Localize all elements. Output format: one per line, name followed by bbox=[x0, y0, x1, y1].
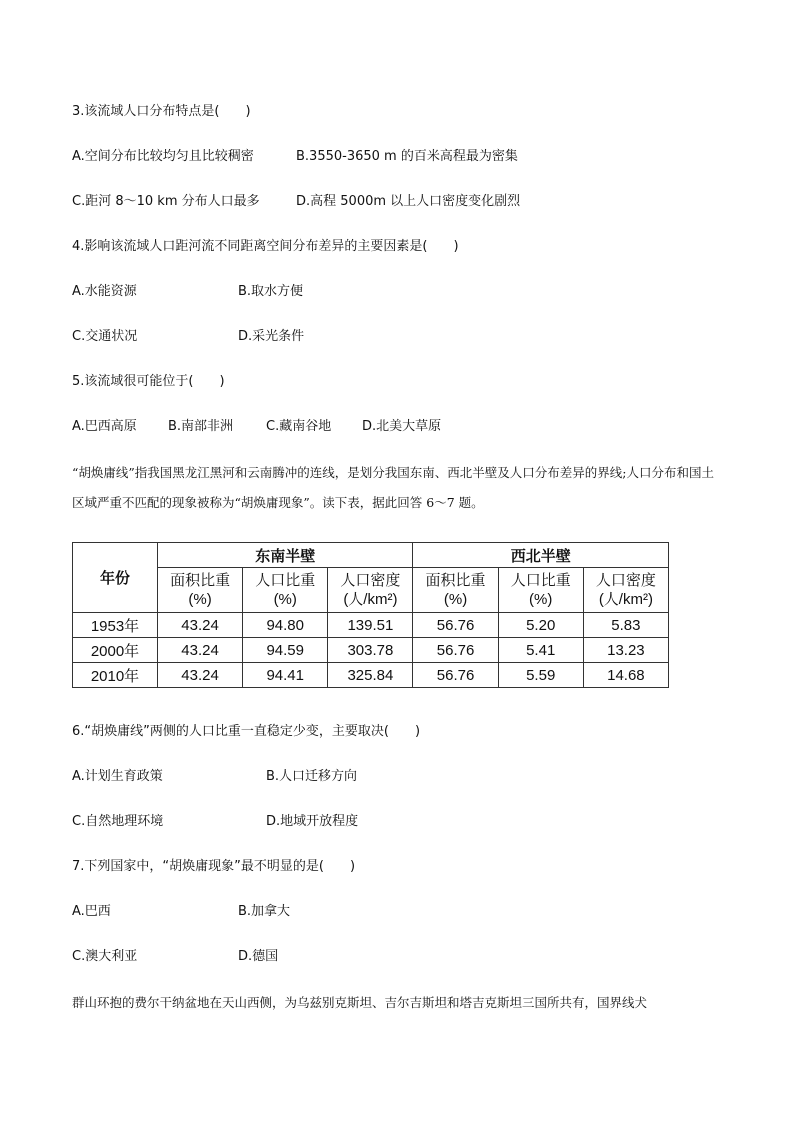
table-cell: 94.59 bbox=[243, 638, 328, 663]
intro-passage: “胡焕庸线”指我国黑龙江黑河和云南腾冲的连线，是划分我国东南、西北半壁及人口分布差异的界线;人口分布和国土区域严重不匹配的现象被称为“胡焕庸现象”。读下表，据此回答 6～7 题。 bbox=[72, 465, 714, 510]
q7-option-d: D.德国 bbox=[238, 949, 279, 964]
table-cell: 94.41 bbox=[243, 663, 328, 688]
q4-option-a: A.水能资源 bbox=[72, 284, 137, 299]
q4-option-b: B.取水方便 bbox=[238, 284, 304, 299]
question-3-stem: 3.该流域人口分布特点是( ) bbox=[72, 104, 251, 119]
table-cell: 56.76 bbox=[413, 638, 498, 663]
table-row bbox=[73, 663, 669, 688]
q6-option-c: C.自然地理环境 bbox=[72, 814, 164, 829]
table-row bbox=[73, 638, 669, 663]
table-cell: 56.76 bbox=[413, 663, 498, 688]
table-cell: 5.83 bbox=[583, 613, 668, 638]
q7-option-c: C.澳大利亚 bbox=[72, 949, 138, 964]
question-6-stem: 6.“胡焕庸线”两侧的人口比重一直稳定少变，主要取决( ) bbox=[72, 724, 421, 739]
table-cell: 5.20 bbox=[498, 613, 583, 638]
table-cell: 94.80 bbox=[243, 613, 328, 638]
q6-option-b: B.人口迁移方向 bbox=[266, 769, 358, 784]
q7-option-b: B.加拿大 bbox=[238, 904, 291, 919]
sub-header: 人口比重 (%) bbox=[243, 568, 328, 613]
trailing-passage: 群山环抱的费尔干纳盆地在天山西侧，为乌兹别克斯坦、吉尔吉斯坦和塔吉克斯坦三国所共有，国界线犬 bbox=[72, 995, 648, 1010]
table-cell: 5.59 bbox=[498, 663, 583, 688]
year-header: 年份 bbox=[73, 543, 158, 613]
table-cell: 43.24 bbox=[158, 613, 243, 638]
sub-header: 人口比重 (%) bbox=[498, 568, 583, 613]
q3-option-a: A.空间分布比较均匀且比较稠密 bbox=[72, 149, 254, 164]
sub-header: 面积比重 (%) bbox=[158, 568, 243, 613]
q6-option-d: D.地域开放程度 bbox=[266, 814, 359, 829]
q3-option-c: C.距河 8～10 km 分布人口最多 bbox=[72, 194, 260, 209]
question-7-stem: 7.下列国家中，“胡焕庸现象”最不明显的是( ) bbox=[72, 859, 356, 874]
q5-option-c: C.藏南谷地 bbox=[266, 419, 332, 434]
table-cell: 139.51 bbox=[328, 613, 413, 638]
sub-header: 人口密度 (人/km²) bbox=[583, 568, 668, 613]
q3-option-d: D.高程 5000m 以上人口密度变化剧烈 bbox=[296, 194, 521, 209]
sub-header: 面积比重 (%) bbox=[413, 568, 498, 613]
q7-option-a: A.巴西 bbox=[72, 904, 111, 919]
q6-option-a: A.计划生育政策 bbox=[72, 769, 163, 784]
sub-header: 人口密度 (人/km²) bbox=[328, 568, 413, 613]
table-cell: 43.24 bbox=[158, 638, 243, 663]
group-header-southeast: 东南半壁 bbox=[158, 543, 413, 568]
year-cell: 2010年 bbox=[73, 663, 158, 688]
year-cell: 2000年 bbox=[73, 638, 158, 663]
q5-option-d: D.北美大草原 bbox=[362, 419, 442, 434]
population-table bbox=[72, 542, 669, 688]
table-cell: 303.78 bbox=[328, 638, 413, 663]
group-header-northwest: 西北半壁 bbox=[413, 543, 669, 568]
table-cell: 43.24 bbox=[158, 663, 243, 688]
q5-option-a: A.巴西高原 bbox=[72, 419, 137, 434]
question-5-stem: 5.该流域很可能位于( ) bbox=[72, 374, 225, 389]
table-row bbox=[73, 613, 669, 638]
table-cell: 56.76 bbox=[413, 613, 498, 638]
table-cell: 5.41 bbox=[498, 638, 583, 663]
table-cell: 14.68 bbox=[583, 663, 668, 688]
q3-option-b: B.3550-3650 m 的百米高程最为密集 bbox=[296, 149, 518, 164]
q4-option-c: C.交通状况 bbox=[72, 329, 138, 344]
table-cell: 325.84 bbox=[328, 663, 413, 688]
year-cell: 1953年 bbox=[73, 613, 158, 638]
question-4-stem: 4.影响该流域人口距河流不同距离空间分布差异的主要因素是( ) bbox=[72, 239, 459, 254]
q5-option-b: B.南部非洲 bbox=[168, 419, 234, 434]
q4-option-d: D.采光条件 bbox=[238, 329, 305, 344]
table-cell: 13.23 bbox=[583, 638, 668, 663]
